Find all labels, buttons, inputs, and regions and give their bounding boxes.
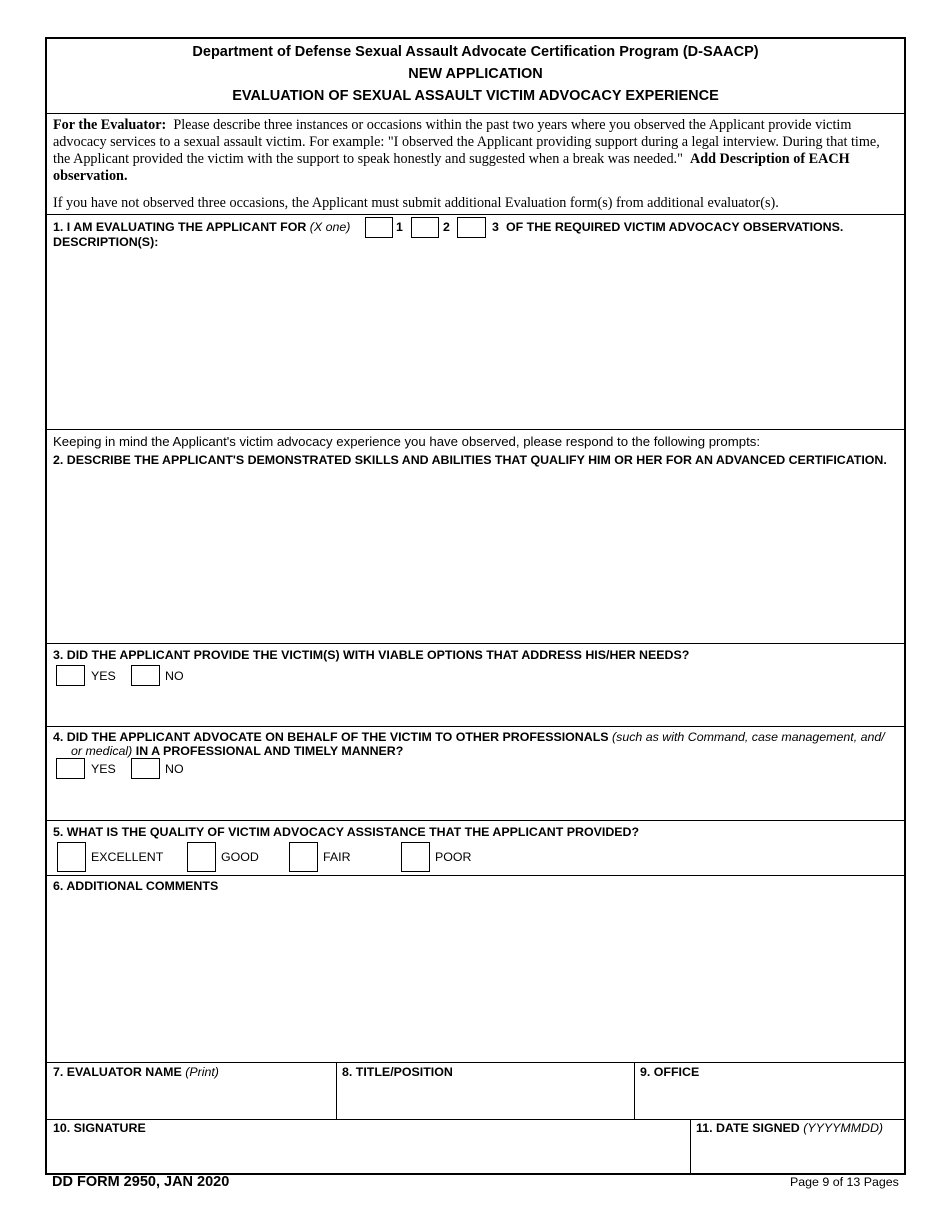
- q4-yes-checkbox[interactable]: [56, 758, 85, 779]
- q1-option-1-label: 1: [396, 220, 403, 234]
- divider: [47, 820, 904, 821]
- q5-fair-label: FAIR: [323, 850, 351, 864]
- q4-label: 4. DID THE APPLICANT ADVOCATE ON BEHALF OF THE VICTIM TO OTHER PROFESSIONALS (such as with Command, case management, and/ or medical) IN A PROFESSIONAL AND TIMELY MANNER?: [53, 730, 885, 758]
- q6-label: 6. ADDITIONAL COMMENTS: [53, 879, 219, 893]
- signature-field[interactable]: [51, 1137, 687, 1171]
- divider: [47, 429, 904, 430]
- q6-comments-field[interactable]: [51, 895, 900, 1059]
- header-form-title: EVALUATION OF SEXUAL ASSAULT VICTIM ADVOCACY EXPERIENCE: [232, 88, 719, 104]
- instructions-note: If you have not observed three occasions, the Applicant must submit additional Evaluation form(s) from additional evaluator(s).: [53, 195, 779, 211]
- evaluator-name-field[interactable]: [51, 1081, 333, 1117]
- instructions-lead: For the Evaluator:: [53, 117, 167, 133]
- divider: [47, 1062, 904, 1063]
- header-application-type: NEW APPLICATION: [408, 66, 543, 82]
- date-signed-field[interactable]: [693, 1137, 901, 1171]
- q4-no-label: NO: [165, 762, 184, 776]
- q11-label: 11. DATE SIGNED (YYYYMMDD): [696, 1121, 884, 1135]
- divider: [47, 214, 904, 215]
- q1-label: 1. I AM EVALUATING THE APPLICANT FOR (X one): [53, 220, 351, 234]
- q5-excellent-checkbox[interactable]: [57, 842, 86, 872]
- instructions-body: Please describe three instances or occasions within the past two years where you observed the Applicant provide victim advocacy services to a sexual assault victim. For example: "I observed the Applicant providing support during a legal interview. During that time, the Applicant provided the victim with the support to speak honestly and suggested when a break was needed.": [53, 117, 880, 167]
- office-field[interactable]: [637, 1081, 901, 1117]
- divider: [47, 875, 904, 876]
- divider: [47, 113, 904, 114]
- q3-no-checkbox[interactable]: [131, 665, 160, 686]
- evaluation-form: [45, 37, 906, 1175]
- q5-good-label: GOOD: [221, 850, 259, 864]
- q4-yes-label: YES: [91, 762, 116, 776]
- q1-label-end: OF THE REQUIRED VICTIM ADVOCACY OBSERVATIONS.: [506, 220, 844, 234]
- q2-skills-field[interactable]: [51, 469, 900, 641]
- divider: [47, 1119, 904, 1120]
- q3-yes-checkbox[interactable]: [56, 665, 85, 686]
- q1-description-label: DESCRIPTION(S):: [53, 235, 159, 249]
- page-number: Page 9 of 13 Pages: [790, 1175, 899, 1189]
- q3-label: 3. DID THE APPLICANT PROVIDE THE VICTIM(S) WITH VIABLE OPTIONS THAT ADDRESS HIS/HER NEEDS?: [53, 648, 690, 662]
- q5-excellent-label: EXCELLENT: [91, 850, 164, 864]
- q4-no-checkbox[interactable]: [131, 758, 160, 779]
- divider: [47, 643, 904, 644]
- q10-label: 10. SIGNATURE: [53, 1121, 146, 1135]
- divider: [336, 1062, 337, 1119]
- q5-fair-checkbox[interactable]: [289, 842, 318, 872]
- q1-option-1-checkbox[interactable]: [365, 217, 393, 238]
- header-program-title: Department of Defense Sexual Assault Advocate Certification Program (D-SAACP): [192, 44, 759, 60]
- q9-label: 9. OFFICE: [640, 1065, 700, 1079]
- title-position-field[interactable]: [339, 1081, 631, 1117]
- instructions-emphasis: Add Description of EACH observation.: [53, 151, 850, 184]
- divider: [47, 726, 904, 727]
- q1-description-field[interactable]: [51, 251, 900, 427]
- q3-no-label: NO: [165, 669, 184, 683]
- q5-good-checkbox[interactable]: [187, 842, 216, 872]
- q5-poor-label: POOR: [435, 850, 472, 864]
- q7-label: 7. EVALUATOR NAME (Print): [53, 1065, 219, 1079]
- q1-option-3-checkbox[interactable]: [457, 217, 486, 238]
- q2-prompt: Keeping in mind the Applicant's victim advocacy experience you have observed, please respond to the following prompts:: [53, 434, 760, 449]
- q1-option-2-checkbox[interactable]: [411, 217, 439, 238]
- evaluator-instructions: [53, 117, 898, 185]
- q5-label: 5. WHAT IS THE QUALITY OF VICTIM ADVOCACY ASSISTANCE THAT THE APPLICANT PROVIDED?: [53, 825, 640, 839]
- q1-option-3-label: 3: [492, 220, 499, 234]
- form-identifier: DD FORM 2950, JAN 2020: [52, 1174, 230, 1190]
- divider: [634, 1062, 635, 1119]
- q5-poor-checkbox[interactable]: [401, 842, 430, 872]
- q1-option-2-label: 2: [443, 220, 450, 234]
- q3-yes-label: YES: [91, 669, 116, 683]
- divider: [690, 1119, 691, 1175]
- q8-label: 8. TITLE/POSITION: [342, 1065, 453, 1079]
- q2-label: 2. DESCRIBE THE APPLICANT'S DEMONSTRATED SKILLS AND ABILITIES THAT QUALIFY HIM OR HER FOR AN ADVANCED CERTIFICATION.: [53, 453, 887, 467]
